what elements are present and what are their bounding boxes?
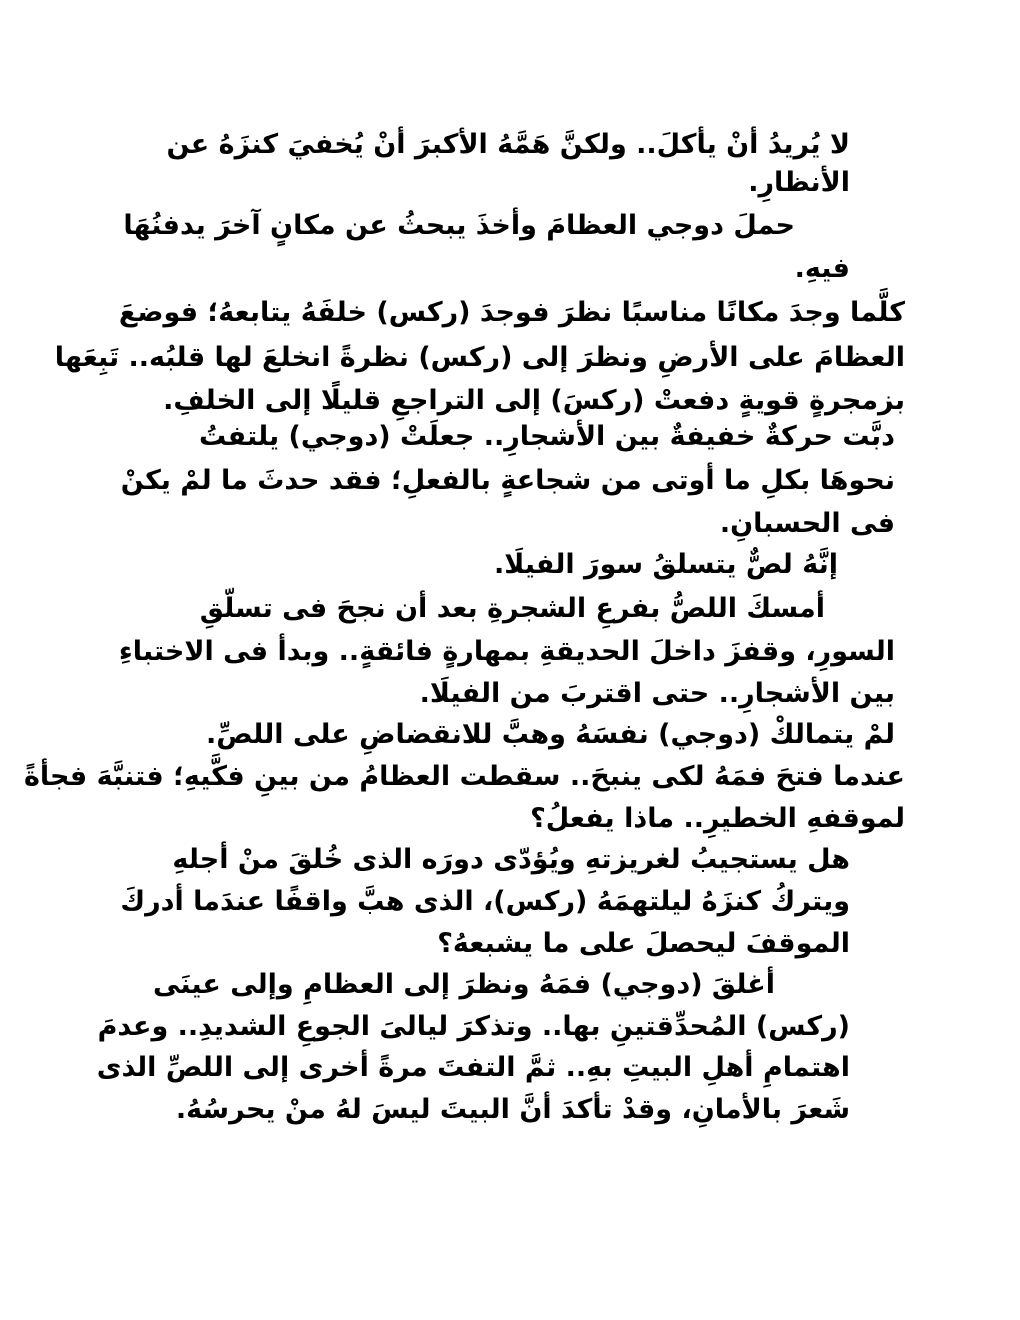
text-line: لا يُريدُ أنْ يأكلَ.. ولكنَّ هَمَّهُ الأكبرَ أنْ يُخفيَ كنزَهُ عن [166,129,850,160]
text-line: بين الأشجارِ.. حتى اقتربَ من الفيلَا. [419,678,895,709]
text-line: السورِ، وقفزَ داخلَ الحديقةِ بمهارةٍ فائقةٍ.. وبدأ فى الاختباءِ [118,636,895,667]
text-line: ويتركُ كنزَهُ ليلتهمَهُ (ركس)، الذى هبَّ واقفًا عندَما أدركَ [120,886,850,917]
text-line: أغلقَ (دوجي) فمَهُ ونظرَ إلى العظامِ وإلى عينَى [153,969,775,1000]
text-line: شَعرَ بالأمانِ، وقدْ تأكدَ أنَّ البيتَ ليسَ لهُ منْ يحرسُهُ. [175,1094,850,1125]
text-line: إنَّهُ لصٌّ يتسلقُ سورَ الفيلَا. [494,549,838,580]
text-line: هل يستجيبُ لغريزتهِ ويُؤدّى دورَه الذى خُلقَ منْ أجلهِ [172,844,850,875]
text-line: (ركس) المُحدِّقتينِ بها.. وتذكرَ ليالىَ الجوعِ الشديدِ.. وعدمَ [97,1011,850,1042]
text-line: حملَ دوجي العظامَ وأخذَ يبحثُ عن مكانٍ آخرَ يدفنُهَا [123,210,795,241]
text-line: فى الحسبانِ. [719,508,895,539]
text-line: لمْ يتمالكْ (دوجي) نفسَهُ وهبَّ للانقضاضِ على اللصِّ. [206,719,895,750]
text-line: عندما فتحَ فمَهُ لكى ينبحَ.. سقطت العظامُ من بينِ فكَّيهِ؛ فتنبَّهَ فجأةً [23,761,905,792]
text-line: الموقفَ ليحصلَ على ما يشبعهُ؟ [437,928,850,959]
text-line: الأنظارِ. [748,167,850,198]
text-line: أمسكَ اللصُّ بفرعِ الشجرةِ بعد أن نجحَ فى تسلّقِ [199,593,825,624]
text-line: لموقفهِ الخطيرِ.. ماذا يفعلُ؟ [530,803,905,834]
text-line: فيهِ. [794,253,850,284]
text-line: نحوهَا بكلِ ما أوتى من شجاعةٍ بالفعلِ؛ فقد حدثَ ما لمْ يكنْ [120,465,895,496]
text-line: دبَّت حركةٌ خفيفةٌ بين الأشجارِ.. جعلَتْ (دوجي) يلتفتُ [198,421,895,452]
text-line: بزمجرةٍ قويةٍ دفعتْ (ركسَ) إلى التراجعِ قليلًا إلى الخلفِ. [163,385,905,416]
text-line: كلَّما وجدَ مكانًا مناسبًا نظرَ فوجدَ (ركس) خلفَهُ يتابعهُ؛ فوضعَ [118,297,905,328]
text-line: العظامَ على الأرضِ ونظرَ إلى (ركس) نظرةً انخلعَ لها قلبُه.. تَبِعَها [54,342,905,373]
text-line: اهتمامِ أهلِ البيتِ بهِ.. ثمَّ التفتَ مرةً أخرى إلى اللصِّ الذى [96,1052,850,1083]
